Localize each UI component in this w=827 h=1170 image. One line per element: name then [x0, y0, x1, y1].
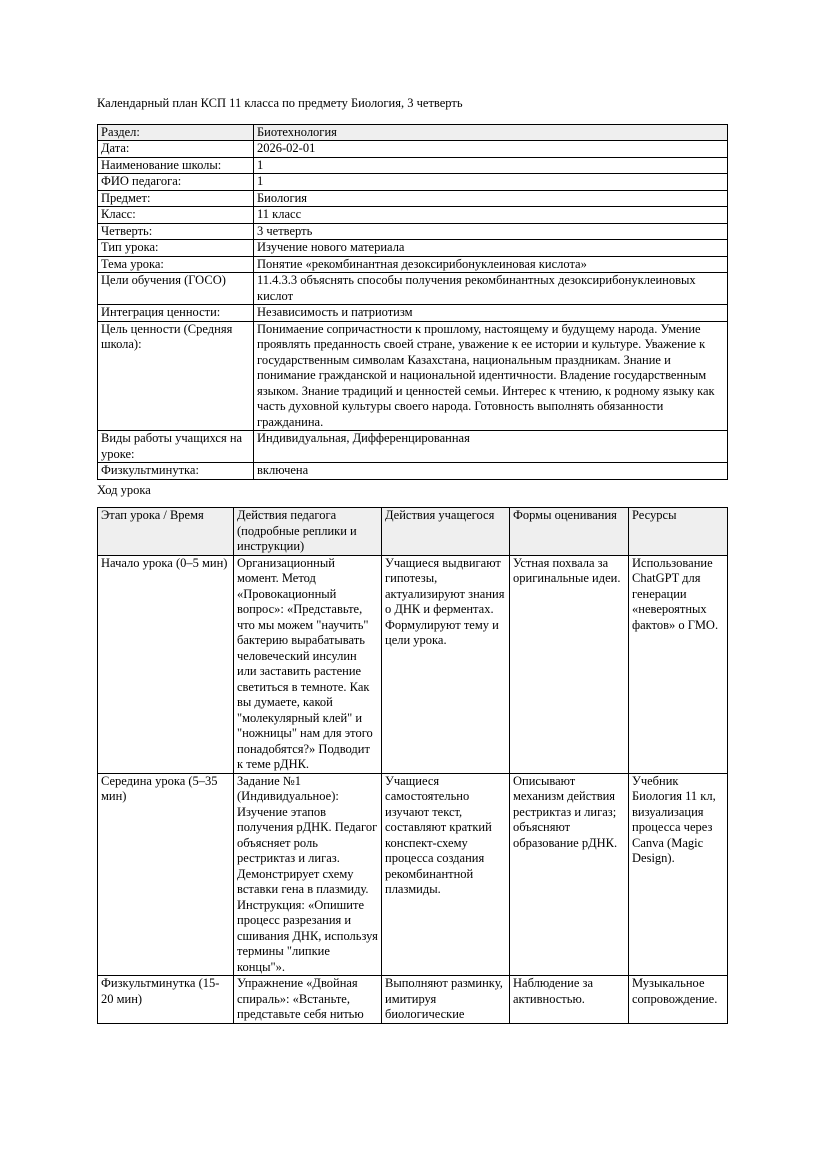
info-row — [98, 463, 728, 480]
field-value: включена — [254, 463, 728, 480]
stage-cell: Начало урока (0–5 мин) — [98, 555, 234, 773]
column-header-assessment: Формы оценивания — [510, 508, 629, 556]
stage-cell: Середина урока (5–35 мин) — [98, 773, 234, 976]
field-label: Предмет: — [98, 190, 254, 207]
lesson-stage-row — [98, 976, 728, 1024]
info-row — [98, 273, 728, 305]
lesson-stage-row — [98, 773, 728, 976]
stage-cell: Физкультминутка (15-20 мин) — [98, 976, 234, 1024]
field-label: Цель ценности (Средняя школа): — [98, 321, 254, 431]
assessment-cell: Описывают механизм действия рестриктаз и лигаз; объясняют образование рДНК. — [510, 773, 629, 976]
lesson-info-table — [97, 124, 728, 480]
field-label: ФИО педагога: — [98, 174, 254, 191]
info-row — [98, 174, 728, 191]
teacher-actions-cell: Организационный момент. Метод «Провокационный вопрос»: «Представьте, что мы можем "научить" бактерию вырабатывать человеческий инсулин или заставить растение светиться в темноте. Как вы думаете, какой "молекулярный клей" и "ножницы" нам для этого понадобятся?» Подводит к теме рДНК. — [234, 555, 382, 773]
field-label: Цели обучения (ГОСО) — [98, 273, 254, 305]
teacher-actions-cell: Упражнение «Двойная спираль»: «Встаньте, представьте себя нитью — [234, 976, 382, 1024]
info-row — [98, 124, 728, 141]
field-value: 3 четверть — [254, 223, 728, 240]
field-value: Понятие «рекомбинантная дезоксирибонуклеиновая кислота» — [254, 256, 728, 273]
student-actions-cell: Выполняют разминку, имитируя биологические — [382, 976, 510, 1024]
info-row — [98, 240, 728, 257]
resources-cell: Использование ChatGPT для генерации «невероятных фактов» о ГМО. — [629, 555, 728, 773]
teacher-actions-cell: Задание №1 (Индивидуальное): Изучение этапов получения рДНК. Педагог объясняет роль рестриктаз и лигаз. Демонстрирует схему вставки гена в плазмиду. Инструкция: «Опишите процесс разрезания и сшивания ДНК, используя термины "липкие концы"». — [234, 773, 382, 976]
column-header-resources: Ресурсы — [629, 508, 728, 556]
field-value: 1 — [254, 157, 728, 174]
field-value: Биология — [254, 190, 728, 207]
flow-header-row — [98, 508, 728, 556]
field-label: Интеграция ценности: — [98, 305, 254, 322]
field-label: Четверть: — [98, 223, 254, 240]
info-row — [98, 157, 728, 174]
field-label: Дата: — [98, 141, 254, 158]
field-value: Независимость и патриотизм — [254, 305, 728, 322]
info-row — [98, 190, 728, 207]
column-header-teacher-actions: Действия педагога (подробные реплики и инструкции) — [234, 508, 382, 556]
field-label: Тип урока: — [98, 240, 254, 257]
student-actions-cell: Учащиеся выдвигают гипотезы, актуализируют знания о ДНК и ферментах. Формулируют тему и цели урока. — [382, 555, 510, 773]
lesson-flow-table — [97, 507, 728, 1024]
field-value: 11 класс — [254, 207, 728, 224]
info-row — [98, 223, 728, 240]
field-value: Изучение нового материала — [254, 240, 728, 257]
field-label: Наименование школы: — [98, 157, 254, 174]
info-row — [98, 431, 728, 463]
resources-cell: Учебник Биология 11 кл, визуализация процесса через Canva (Magic Design). — [629, 773, 728, 976]
column-header-student-actions: Действия учащегося — [382, 508, 510, 556]
field-value: Биотехнология — [254, 124, 728, 141]
field-label: Раздел: — [98, 124, 254, 141]
field-value: 11.4.3.3 объяснять способы получения рекомбинантных дезоксирибонуклеиновых кислот — [254, 273, 728, 305]
assessment-cell: Устная похвала за оригинальные идеи. — [510, 555, 629, 773]
info-row — [98, 141, 728, 158]
assessment-cell: Наблюдение за активностью. — [510, 976, 629, 1024]
info-row — [98, 321, 728, 431]
lesson-stage-row — [98, 555, 728, 773]
field-label: Тема урока: — [98, 256, 254, 273]
section-label: Ход урока — [97, 482, 151, 497]
column-header-stage: Этап урока / Время — [98, 508, 234, 556]
field-label: Класс: — [98, 207, 254, 224]
field-value: Индивидуальная, Дифференцированная — [254, 431, 728, 463]
field-label: Физкультминутка: — [98, 463, 254, 480]
field-label: Виды работы учащихся на уроке: — [98, 431, 254, 463]
info-row — [98, 256, 728, 273]
resources-cell: Музыкальное сопровождение. — [629, 976, 728, 1024]
document-title: Календарный план КСП 11 класса по предмету Биология, 3 четверть — [97, 96, 463, 110]
field-value: 2026-02-01 — [254, 141, 728, 158]
field-value: Понимаение сопричастности к прошлому, настоящему и будущему народа. Умение проявлять преданность своей стране, уважение к ее истории и культуре. Уважение к государственным символам Казахстана, национальным праздникам. Знание и понимание гражданской и национальной идентичности. Владение государственным языком. Знание традиций и ценностей семьи. Интерес к чтению, к родному языку как часть духовной культуры своего народа. Готовность выполнять обязанности гражданина. — [254, 321, 728, 431]
info-row — [98, 305, 728, 322]
info-row — [98, 207, 728, 224]
field-value: 1 — [254, 174, 728, 191]
student-actions-cell: Учащиеся самостоятельно изучают текст, составляют краткий конспект-схему процесса создания рекомбинантной плазмиды. — [382, 773, 510, 976]
